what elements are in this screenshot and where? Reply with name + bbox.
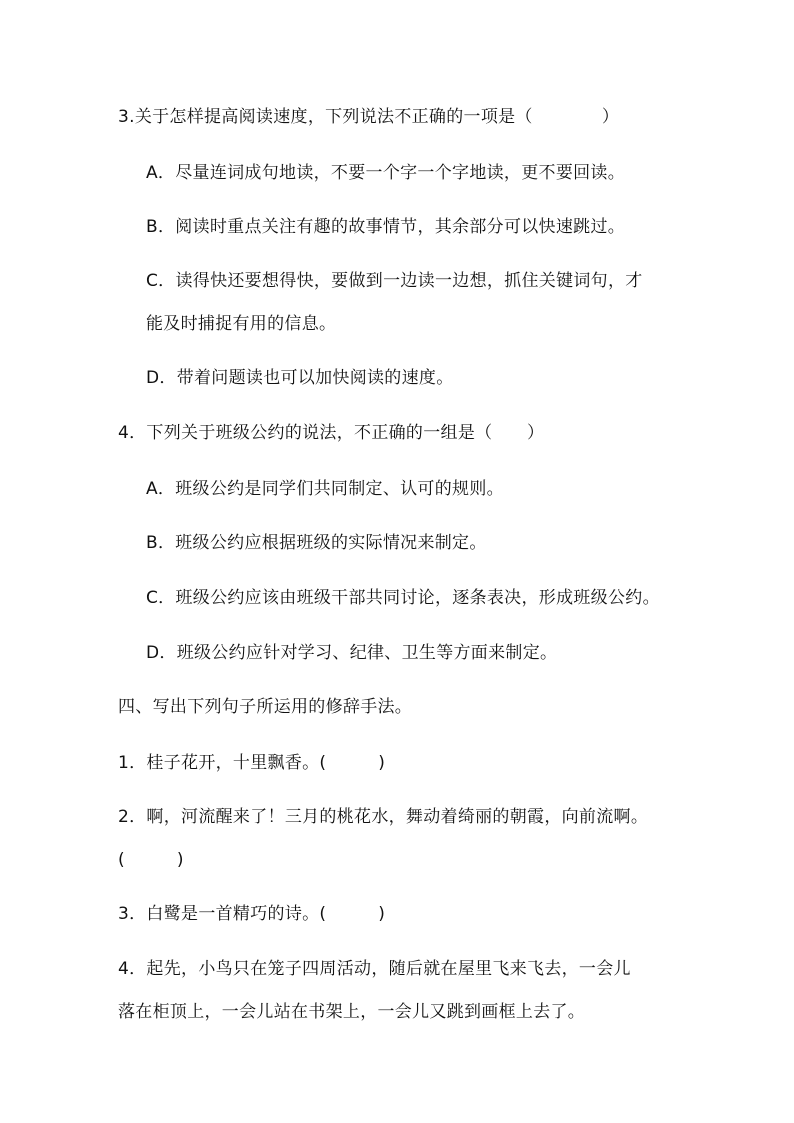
question-3-option-b: B．阅读时重点关注有趣的故事情节，其余部分可以快速跳过。 [146, 217, 626, 237]
question-4: 4．下列关于班级公约的说法，不正确的一组是（ ） [118, 423, 545, 443]
section-4-heading: 四、写出下列句子所运用的修辞手法。 [118, 697, 413, 717]
rhetoric-item-3: 3．白鹭是一首精巧的诗。( ) [118, 904, 386, 924]
question-3-option-d: D．带着问题读也可以加快阅读的速度。 [146, 368, 454, 388]
question-4-option-a: A．班级公约是同学们共同制定、认可的规则。 [146, 479, 504, 499]
rhetoric-item-1: 1．桂子花开，十里飘香。( ) [118, 753, 386, 773]
question-4-option-c: C．班级公约应该由班级干部共同讨论，逐条表决，形成班级公约。 [146, 588, 660, 608]
question-4-option-d: D．班级公约应针对学习、纪律、卫生等方面来制定。 [146, 643, 558, 663]
rhetoric-item-2-blank: ( ) [118, 850, 184, 870]
question-3-option-a: A．尽量连词成句地读，不要一个字一个字地读，更不要回读。 [146, 163, 626, 183]
question-3-option-c: C．读得快还要想得快，要做到一边读一边想，抓住关键词句，才 [146, 271, 643, 291]
question-3-option-c-continued: 能及时捕捉有用的信息。 [146, 314, 337, 334]
rhetoric-item-4: 4．起先，小鸟只在笼子四周活动，随后就在屋里飞来飞去，一会儿 [118, 959, 631, 979]
rhetoric-item-2: 2．啊，河流醒来了！三月的桃花水，舞动着绮丽的朝霞，向前流啊。 [118, 807, 649, 827]
question-4-option-b: B．班级公约应根据班级的实际情况来制定。 [146, 533, 487, 553]
question-3: 3.关于怎样提高阅读速度，下列说法不正确的一项是（ ） [118, 107, 620, 127]
rhetoric-item-4-continued: 落在柜顶上，一会儿站在书架上，一会儿又跳到画框上去了。 [118, 1002, 586, 1022]
